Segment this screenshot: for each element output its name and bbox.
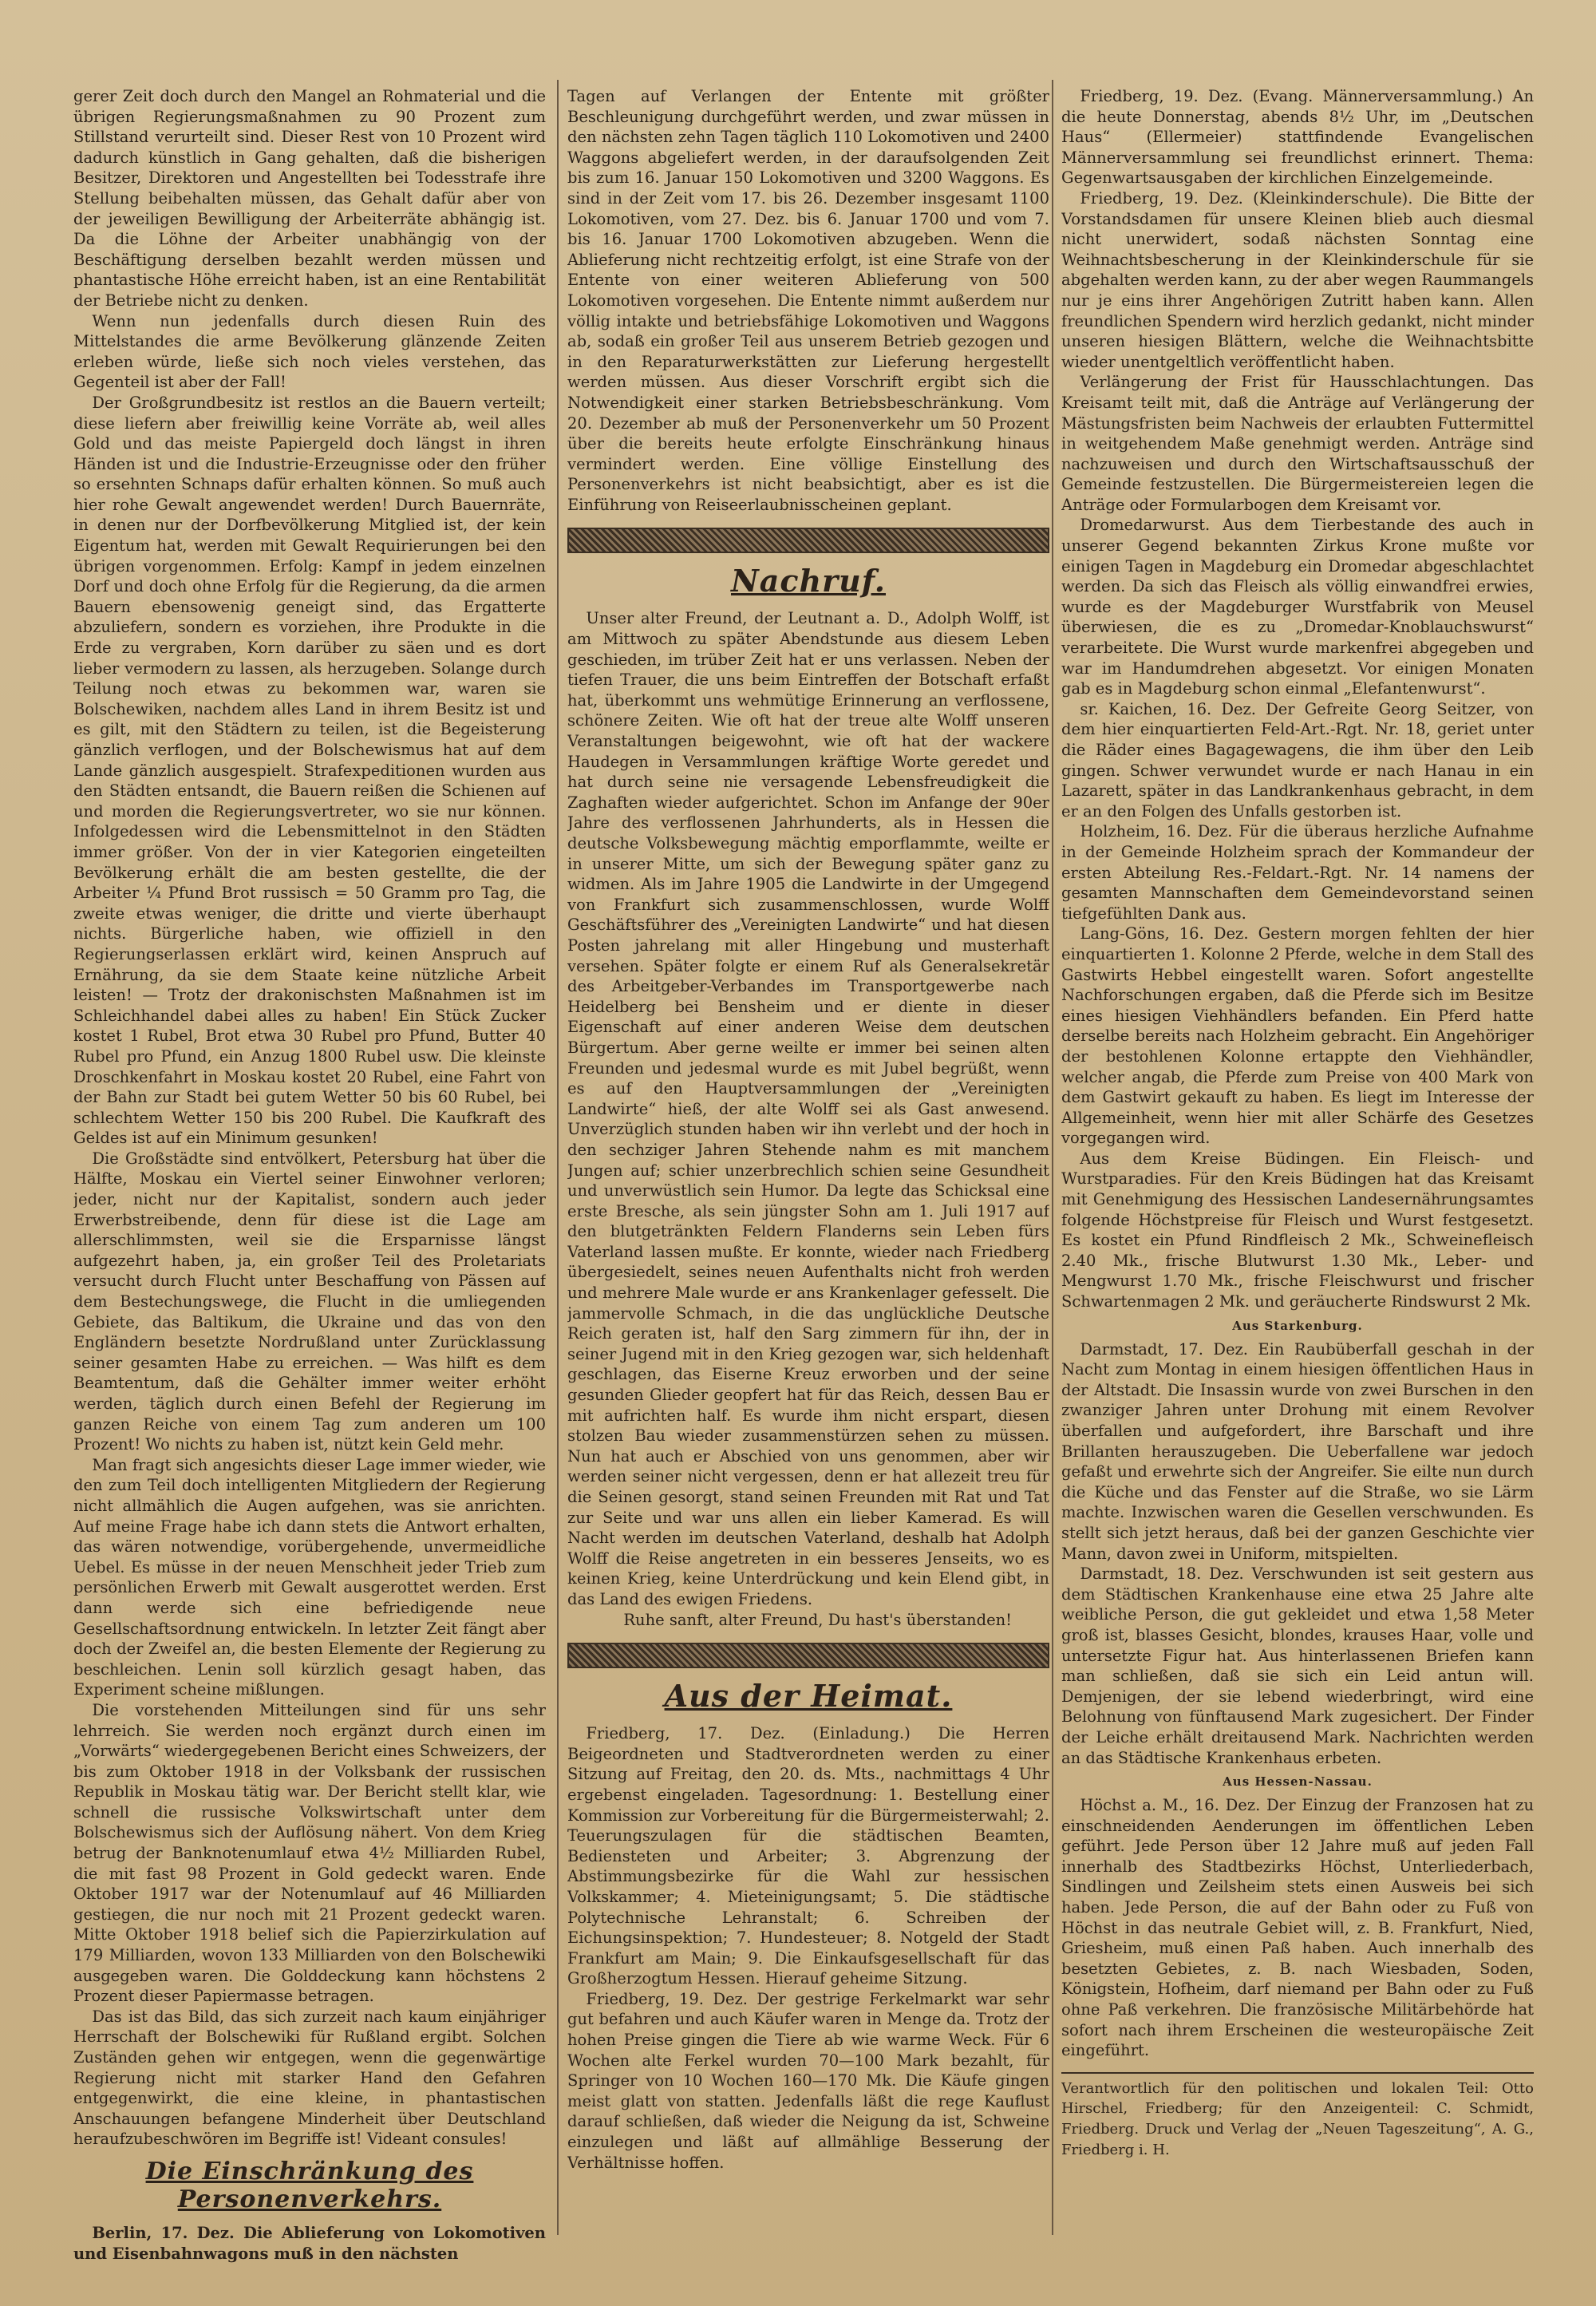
headline-heimat: Aus der Heimat. — [664, 1678, 953, 1715]
local-news-paragraph: Friedberg, 17. Dez. (Einladung.) Die Herren Beigeordneten und Stadtverordneten werden zu einer Sitzung auf Freitag, den 20. ds. Mts., nachmittags 4 Uhr ergebenst eingeladen. Tagesordnung: 1. Bestellung einer Kommission zur Vorbereitung für die Bürgermeisterwahl; 2. Teuerungszulagen für die städtischen Beamten, Bediensteten und Arbeiter; 3. Abgrenzung der Abstimmungsbezirke für die Wahl zur hessischen Volkskammer; 4. Mieteinigungsamt; 5. Die städtische Polytechnische Lehranstalt; 6. Schreiben der Eichungsinspektion; 7. Hundesteuer; 8. Notgeld der Stadt Frankfurt am Main; 9. Die Einkaufsgesellschaft für das Großherzogtum Hessen. Hierauf geheime Sitzung. — [567, 1724, 1049, 1988]
local-news-paragraph: Darmstadt, 17. Dez. Ein Raubüberfall geschah in der Nacht zum Montag in einem hiesigen öffentlichen Haus in der Altstadt. Die Insassin wurde von zwei Burschen in den zwanziger Jahren unter Drohung mit einem Revolver überfallen und aufgefordert, ihre Barschaft und ihre Brillanten herauszugeben. Die Ueberfallene war jedoch gefaßt und erwehrte sich der Angreifer. Sie eilte nun durch die Küche und das Fenster auf die Straße, wo sie Lärm machte. Inzwischen waren die Gesellen verschwunden. Es stellt sich jetzt heraus, daß bei der ganzen Geschichte vier Mann, davon zwei in Uniform, mitspielten. — [1061, 1339, 1534, 1563]
headline-nachruf: Nachruf. — [731, 563, 886, 599]
local-news-paragraph: Verlängerung der Frist für Hausschlachtungen. Das Kreisamt teilt mit, daß die Anträge auf Verlängerung der Mästungsfristen beim Nachweis der erlaubten Futtermittel in weitgehendem Maße genehmigt werden. Anträge sind nachzuweisen und durch den Wirtschaftsausschuß der Gemeinde festzustellen. Die Bürgermeistereien legen die Anträge oder Formularbogen dem Kreisamt vor. — [1061, 373, 1534, 514]
ornament-divider — [567, 1643, 1049, 1668]
column-1 — [73, 86, 546, 2264]
local-news-paragraph: Friedberg, 19. Dez. Der gestrige Ferkelmarkt war sehr gut befahren und auch Käufer waren in Menge da. Trotz der hohen Preise gingen die Tiere ab wie warme Weck. Für 6 Wochen alte Ferkel wurden 70—100 Mark bezahlt, für Springer von 10 Wochen 160—170 Mk. Die Käufe gingen meist glatt von statten. Jedenfalls läßt die rege Kauflust darauf schließen, daß wieder die Neigung da ist, Schweine einzulegen und läßt auf allmählige Besserung der Verhältnisse hoffen. — [567, 1989, 1049, 2172]
imprint — [1061, 2072, 1534, 2160]
headline-personenverkehr: Die Einschränkung des Personenverkehrs. — [145, 2157, 474, 2213]
local-news-paragraph: Friedberg, 19. Dez. (Kleinkinderschule). Die Bitte der Vorstandsdamen für unsere Kleinen blieb auch diesmal nicht unerwidert, sodaß nächsten Sonntag eine Weihnachtsbescherung in der Kleinkinderschule für sie abgehalten werden kann, zu der aber wegen Raummangels nur je eins ihrer Angehörigen Zutritt haben kann. Allen freundlichen Spendern wird herzlich gedankt, nicht minder unseren hiesigen Blättern, welche die Weihnachtsbitte wieder unentgeltlich veröffentlicht haben. — [1061, 188, 1534, 371]
article-paragraph: gerer Zeit doch durch den Mangel an Rohmaterial und die übrigen Regierungsmaßnahmen zu 90 Prozent zum Stillstand verurteilt sind. Dieser Rest von 10 Prozent wird dadurch künstlich in Gang gehalten, daß die bisherigen Besitzer, Direktoren und Angestellten bei Todesstrafe ihre Stellung beibehalten müssen, das Gehalt dafür aber von der jeweiligen Bewilligung der Arbeiterräte abhängig ist. Da die Löhne der Arbeiter unabhängig von der Beschäftigung derselben bezahlt werden müssen und phantastische Höhe erreicht haben, ist an eine Rentabilität der Betriebe nicht zu denken. — [73, 87, 546, 310]
local-news-paragraph: sr. Kaichen, 16. Dez. Der Gefreite Georg Seitzer, von dem hier einquartierten Feld-Art.-Rgt. Nr. 18, geriet unter die Räder eines Bagagewagens, die ihm über den Leib gingen. Schwer verwundet wurde er nach Hanau in ein Lazarett, später in das Landkrankenhaus gebracht, in dem er an den Folgen des Unfalls gestorben ist. — [1061, 699, 1534, 821]
column-rule-1 — [557, 80, 559, 2235]
local-news-paragraph: Holzheim, 16. Dez. Für die überaus herzliche Aufnahme in der Gemeinde Holzheim sprach der Kommandeur der ersten Abteilung Res.-Feldart.-Rgt. Nr. 14 namens der gesamten Mannschaften dem Gemeindevorstand seinen tiefgefühlten Dank aus. — [1061, 822, 1534, 923]
local-news-paragraph: Lang-Göns, 16. Dez. Gestern morgen fehlten der hier einquartierten 1. Kolonne 2 Pferde, welche in dem Stall des Gastwirts Hebbel eingestellt waren. Sofort angestellte Nachforschungen ergaben, daß die Pferde sich im Besitze eines hiesigen Viehhändlers befanden. Ein Pferd hatte derselbe bereits nach Holzheim gebracht. Ein Angehöriger der bestohlenen Kolonne ertappte den Viehhändler, welcher angab, die Pferde zum Preise von 400 Mark von dem Gastwirt gekauft zu haben. Es liegt im Interesse der Allgemeinheit, wenn hier mit aller Schärfe des Gesetzes vorgegangen wird. — [1061, 924, 1534, 1148]
imprint-text: Verantwortlich für den politischen und lokalen Teil: Otto Hirschel, Friedberg; für den Anzeigenteil: C. Schmidt, Friedberg. Druck und Verlag der „Neuen Tageszeitung“, A. G., Friedberg i. H. — [1061, 2079, 1534, 2158]
obituary-paragraph: Unser alter Freund, der Leutnant a. D., Adolph Wolff, ist am Mittwoch zu später Abendstunde aus diesem Leben geschieden, im trüber Zeit hat er uns verlassen. Neben der tiefen Trauer, die uns beim Eintreffen der Botschaft erfaßt hat, überkommt uns wehmütige Erinnerung an verflossene, schönere Zeiten. Wie oft hat der treue alte Wolff unseren Veranstaltungen beigewohnt, wie oft hat der wackere Haudegen in Versammlungen kräftige Worte geredet und hat durch seine nie versagende Lebensfreudigkeit die Zaghaften wieder aufgerichtet. Schon im Anfange der 90er Jahre des verflossenen Jahrhunderts, als in Hessen die deutsche Volksbewegung mächtig emporflammte, weilte er in unserer Mitte, um sich der Bewegung später ganz zu widmen. Als im Jahre 1905 die Landwirte in der Umgegend von Frankfurt sich zusammenschlossen, wurde Wolff Geschäftsführer des „Vereinigten Landwirte“ und hat diesen Posten jahrelang mit aller Hingebung und musterhaft versehen. Später folgte er einem Ruf als Generalsekretär des Arbeitgeber-Verbandes im Transportgewerbe nach Heidelberg bei Bensheim und er diente in dieser Eigenschaft auf einer anderen Weise dem deutschen Bürgertum. Aber gerne weilte er immer bei seinen alten Freunden und jedesmal wurde es mit Jubel begrüßt, wenn es auf den Hauptversammlungen der „Vereinigten Landwirte“ hieß, der alte Wolff sei als Gast anwesend. Unverzüglich stunden haben wir ihn verlebt und der hoch in den sechziger Jahren Stehende nahm es mit manchem Jungen auf; schier unzerbrechlich schien seine Gesundheit und unverwüstlich sein Humor. Da legte das Schicksal eine erste Bresche, als sein jüngster Sohn am 1. Juli 1917 auf den blutgetränkten Feldern Flanderns sein Leben fürs Vaterland lassen mußte. Er konnte, wieder nach Friedberg übergesiedelt, seines neuen Aufenthalts nicht froh werden und mehrere Male wurde er ans Krankenlager gefesselt. Die jammervolle Schmach, in die das unglückliche Deutsche Reich geraten ist, half den Sarg zimmern für ihn, der in seiner Jugend mit in den Krieg gezogen war, sich heldenhaft geschlagen, das Eiserne Kreuz erworben und der seine gesunden Glieder geopfert hat für das Reich, dessen Bau er mit aufrichten half. Es wurde ihm nicht erspart, diesen stolzen Bau wieder zusammenstürzen sehen zu müssen. Nun hat auch er Abschied von uns genommen, aber wir werden seiner nicht vergessen, denn er hat allezeit treu für die Seinen gesorgt, stand seinen Freunden mit Rat und Tat zur Seite und war uns allen ein lieber Kamerad. Es will Nacht werden im deutschen Vaterland, deshalb hat Adolph Wolff die Reise angetreten in ein besseres Jenseits, wo es keinen Krieg, keine Unterdrückung und kein Elend gibt, in das Land des ewigen Friedens. — [567, 609, 1049, 1608]
article-paragraph: Die Großstädte sind entvölkert, Petersburg hat über die Hälfte, Moskau ein Viertel seiner Einwohner verloren; jeder, nicht nur der Kapitalist, sondern auch jeder Erwerbstreibende, denn für diese ist die Lage am allerschlimmsten, weil sie die Ersparnisse längst aufgezehrt haben, ja, ein großer Teil des Proletariats versucht durch Flucht unter Beschaffung von Pässen auf dem Bestechungswege, die Flucht in die umliegenden Gebiete, das Baltikum, die Ukraine und das von den Engländern besetzte Nordrußland unter Zurücklassung seiner gesamten Habe zu erreichen. — Was hilft es dem Beamtentum, daß die Gehälter immer weiter erhöht werden, täglich durch einen Befehl der Regierung im ganzen Reiche von einem Tag zum anderen um 100 Prozent! Wo nichts zu haben ist, nützt kein Geld mehr. — [73, 1149, 546, 1454]
local-news-paragraph: Darmstadt, 18. Dez. Verschwunden ist seit gestern aus dem Städtischen Krankenhause eine etwa 25 Jahre alte weibliche Person, die gut gekleidet und etwa 1,58 Meter groß ist, blasses Gesicht, blondes, krauses Haar, volle und untersetzte Figur hat. Aus hinterlassenen Briefen kann man schließen, daß sie sich ein Leid antun will. Demjenigen, der sie lebend wiederbringt, wird eine Belohnung von fünftausend Mark zugesichert. Der Finder der Leiche erhält dreitausend Mark. Nachrichten werden an das Städtische Krankenhaus erbeten. — [1061, 1564, 1534, 1767]
local-news-paragraph: Friedberg, 19. Dez. (Evang. Männerversammlung.) An die heute Donnerstag, abends 8½ Uhr, im „Deutschen Haus“ (Ellermeier) stattfindende Evangelischen Männerversammlung sei freundlichst erinnert. Thema: Gegenwartsausgaben der kirchlichen Einzelgemeinde. — [1061, 87, 1534, 188]
column-2 — [567, 86, 1049, 2173]
article-paragraph: Wenn nun jedenfalls durch diesen Ruin des Mittelstandes die arme Bevölkerung glänzende Zeiten erleben würde, ließe sich noch vieles verstehen, das Gegenteil ist aber der Fall! — [73, 311, 546, 392]
column-3 — [1061, 86, 1534, 2160]
article-paragraph: Tagen auf Verlangen der Entente mit größter Beschleunigung durchgeführt werden, und zwar müssen in den nächsten zehn Tagen täglich 110 Lokomotiven und 2400 Waggons abgeliefert werden, in der daraufsolgenden Zeit bis zum 16. Januar 150 Lokomotiven und 3200 Waggons. Es sind in der Zeit vom 17. bis 26. Dezember insgesamt 1100 Lokomotiven, vom 27. Dez. bis 6. Januar 1700 und vom 7. bis 16. Januar 1700 Lokomotiven abzugeben. Wenn die Ablieferung nicht rechtzeitig erfolgt, ist eine Strafe von der Entente von einer weiteren Ablieferung von 500 Lokomotiven vorgesehen. Die Entente nimmt außerdem nur völlig intakte und betriebsfähige Lokomotiven und Waggons ab, sodaß ein großer Teil aus unserem Betrieb gezogen und in den Reparaturwerkstätten zur Lieferung hergestellt werden müssen. Aus dieser Vorschrift ergibt sich die Notwendigkeit einer starken Betriebsbeschränkung. Vom 20. Dezember ab muß der Personenverkehr um 50 Prozent über die bereits heute erfolgte Einschränkung hinaus vermindert werden. Eine völlige Einstellung des Personenverkehrs ist nicht beabsichtigt, aber es ist die Einführung von Reiseerlaubnisscheinen geplant. — [567, 87, 1049, 514]
column-rule-2 — [1052, 80, 1053, 2235]
local-news-paragraph: Höchst a. M., 16. Dez. Der Einzug der Franzosen hat zu einschneidenden Aenderungen im öffentlichen Leben geführt. Jede Person über 12 Jahre muß auf jeden Fall innerhalb des Stadtbezirks Höchst, Unterliederbach, Sindlingen und Zeilsheim stets einen Ausweis bei sich haben. Jede Person, die auf der Bahn oder zu Fuß von Höchst in das neutrale Gebiet will, z. B. Frankfurt, Nied, Griesheim, muß einen Paß haben. Auch innerhalb des besetzten Gebietes, z. B. nach Wiesbaden, Soden, Königstein, Hofheim, darf niemand per Bahn oder zu Fuß ohne Paß verkehren. Die französische Militärbehörde hat sofort nach ihrem Erscheinen die westeuropäische Zeit eingeführt. — [1061, 1796, 1534, 2060]
section-subheading: Aus Hessen-Nassau. — [1223, 1774, 1373, 1790]
obituary-closing: Ruhe sanft, alter Freund, Du hast's überstanden! — [623, 1610, 1013, 1629]
article-paragraph: Der Großgrundbesitz ist restlos an die Bauern verteilt; diese liefern aber freiwillig keine Vorräte ab, weil alles Gold und das meiste Papiergeld doch längst in ihren Händen ist und die Industrie-Erzeugnisse oder den früher so ersehnten Schnaps dafür erhalten können. So muß auch hier rohe Gewalt angewendet werden! Durch Bauernräte, in denen nur der Dorfbevölkerung Mitglied ist, der kein Eigentum hat, werden mit Gewalt Requirierungen bei den übrigen vorgenommen. Erfolg: Kampf in jedem einzelnen Dorf und doch ohne Erfolg für die Regierung, da die armen Bauern ebensowenig geneigt sind, das Ergatterte abzuliefern, sondern es vorziehen, ihre Produkte in die Erde zu vergraben, Korn darüber zu säen und es dort lieber vermodern zu lassen, als herzugeben. Solange durch Teilung noch etwas zu bekommen war, waren sie Bolschewiken, nachdem alles Land in ihrem Besitz ist und es gilt, mit den Städtern zu teilen, ist die Begeisterung gänzlich verflogen, und der Bolschewismus hat auf dem Lande gänzlich ausgespielt. Strafexpeditionen wurden aus den Städten entsandt, die Bauern reißen die Schienen auf und morden die Regierungsvertreter, wo sie nur können. Infolgedessen wird die Lebensmittelnot in den Städten immer größer. Von der in vier Kategorien eingeteilten Bevölkerung erhält die am besten gestellte, die der Arbeiter ¼ Pfund Brot russisch = 50 Gramm pro Tag, die zweite etwas weniger, die dritte und vierte überhaupt nichts. Bürgerliche haben, wie offiziell in den Regierungserlassen erklärt wird, keinen Anspruch auf Ernährung, da sie dem Staate keine nützliche Arbeit leisten! — Trotz der drakonischsten Maßnahmen ist im Schleichhandel dabei alles zu haben! Ein Stück Zucker kostet 1 Rubel, Brot etwa 30 Rubel pro Pfund, Butter 40 Rubel pro Pfund, ein Anzug 1800 Rubel usw. Die kleinste Droschkenfahrt in Moskau kostet 20 Rubel, eine Fahrt von der Bahn zur Stadt bei gutem Wetter 50 bis 60 Rubel, bei schlechtem Wetter 150 bis 200 Rubel. Die Kaufkraft des Geldes ist auf ein Minimum gesunken! — [73, 393, 546, 1148]
article-paragraph: Das ist das Bild, das sich zurzeit nach kaum einjähriger Herrschaft der Bolschewiki für Rußland ergibt. Solchen Zuständen gehen wir entgegen, wenn die gegenwärtige Regierung nicht mit starker Hand den Gefahren entgegenwirkt, die eine kleine, in phantastischen Anschauungen befangene Minderheit über Deutschland heraufzubeschwören im Begriffe ist! Videant consules! — [73, 2007, 546, 2149]
article-paragraph: Die vorstehenden Mitteilungen sind für uns sehr lehrreich. Sie werden noch ergänzt durch einen im „Vorwärts“ wiedergegebenen Bericht eines Schweizers, der bis zum Oktober 1918 in der Volksbank der russischen Republik in Moskau tätig war. Der Bericht stellt klar, wie schnell die russische Volkswirtschaft unter dem Bolschewismus sich der Auflösung nähert. Von dem Krieg betrug der Banknotenumlauf etwa 4½ Milliarden Rubel, die mit fast 98 Prozent in Gold gedeckt waren. Ende Oktober 1917 war der Notenumlauf auf 46 Milliarden gestiegen, die nur noch mit 21 Prozent gedeckt waren. Mitte Oktober 1918 belief sich die Papierzirkulation auf 179 Milliarden, wovon 133 Milliarden von den Bolschewiki ausgegeben waren. Die Golddeckung kann höchstens 2 Prozent dieser Papiermasse betragen. — [73, 1700, 546, 2006]
article-paragraph: Berlin, 17. Dez. Die Ablieferung von Lokomotiven und Eisenbahnwagons muß in den nächsten — [73, 2223, 546, 2263]
local-news-paragraph: Dromedarwurst. Aus dem Tierbestande des auch in unserer Gegend bekannten Zirkus Krone mußte vor einigen Tagen in Magdeburg ein Dromedar abgeschlachtet werden. Da sich das Fleisch als völlig einwandfrei erwies, wurde es der Magdeburger Wurstfabrik von Meusel überwiesen, die es zu „Dromedar-Knoblauchswurst“ verarbeitete. Die Wurst wurde markenfrei abgegeben und war im Handumdrehen abgesetzt. Vor einigen Monaten gab es in Magdeburg schon einmal „Elefantenwurst“. — [1061, 516, 1534, 698]
ornament-divider — [567, 528, 1049, 553]
local-news-paragraph: Aus dem Kreise Büdingen. Ein Fleisch- und Wurstparadies. Für den Kreis Büdingen hat das Kreisamt mit Genehmigung des Hessischen Landesernährungsamtes folgende Höchstpreise für Fleisch und Wurst festgesetzt. Es kostet ein Pfund Rindfleisch 2 Mk., Schweinefleisch 2.40 Mk., frische Blutwurst 1.30 Mk., Leber- und Mengwurst 1.70 Mk., frische Fleischwurst und frischer Schwartenmagen 2 Mk. und geräucherte Rindswurst 2 Mk. — [1061, 1149, 1534, 1311]
article-paragraph: Man fragt sich angesichts dieser Lage immer wieder, wie den zum Teil doch intelligenten Mitgliedern der Regierung nicht allmählich die Augen aufgehen, was sie anrichten. Auf meine Frage habe ich dann stets die Antwort erhalten, das wären notwendige, vorübergehende, unvermeidliche Uebel. Es müsse in der neuen Menschheit jeder Trieb zum persönlichen Erwerb mit Gewalt ausgerottet werden. Erst dann werde sich eine befriedigende neue Gesellschaftsordnung entwickeln. In letzter Zeit fängt aber doch der Zweifel an, die besten Elemente der Regierung zu beschleichen. Lenin soll kürzlich gesagt haben, das Experiment scheine mißlungen. — [73, 1455, 546, 1699]
section-subheading: Aus Starkenburg. — [1232, 1318, 1363, 1333]
